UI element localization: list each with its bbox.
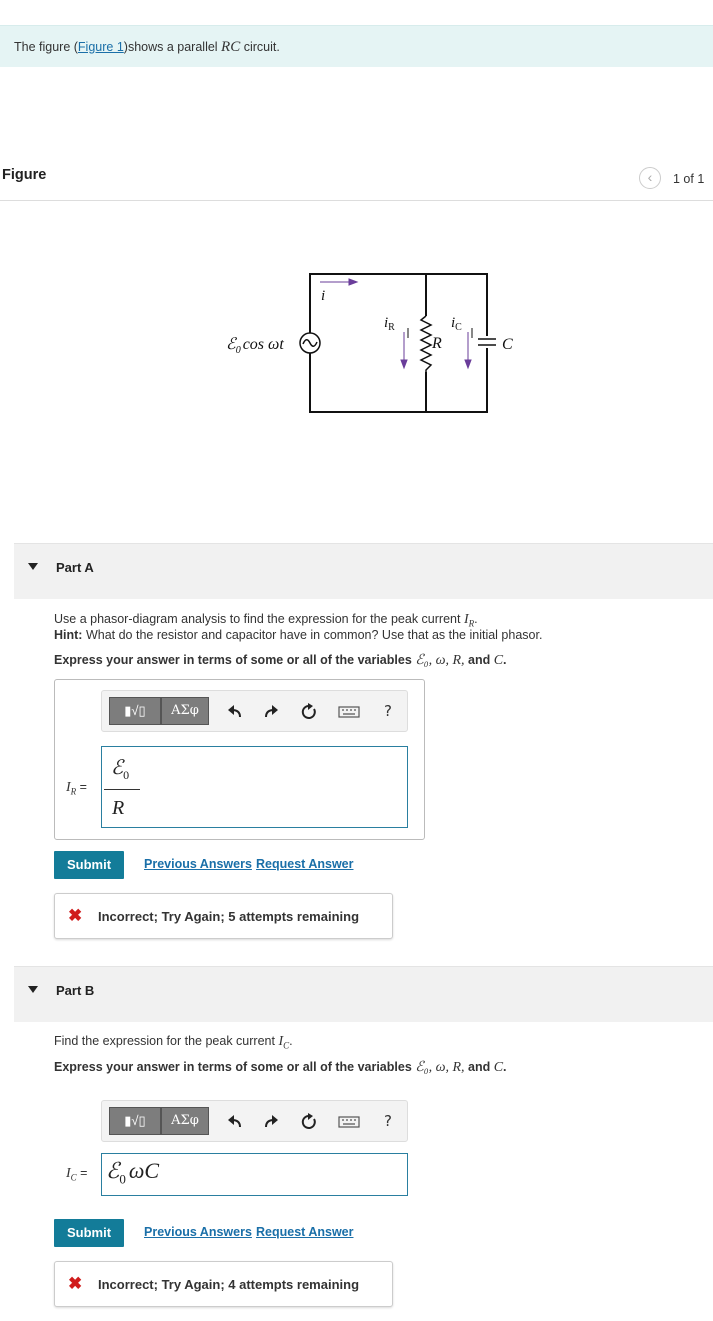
help-button[interactable]: ? xyxy=(384,1112,392,1130)
part-b-submit-button[interactable]: Submit xyxy=(54,1219,124,1247)
capacitor-label: C xyxy=(502,336,513,353)
part-a-hint: Hint: What do the resistor and capacitor have in common? Use that as the initial phasor. xyxy=(54,628,543,642)
figure-link[interactable]: Figure 1 xyxy=(77,40,124,54)
part-b-lhs: $I_C$ = xyxy=(66,1166,88,1183)
prev-figure-button[interactable] xyxy=(639,167,661,189)
ir-arrow-head xyxy=(401,360,407,368)
part-a-title[interactable]: Part A xyxy=(56,560,94,575)
part-a-feedback-text: Incorrect; Try Again; 5 attempts remaining xyxy=(98,909,360,924)
part-b-answer-input[interactable] xyxy=(101,1153,408,1196)
keyboard-icon[interactable] xyxy=(338,1113,360,1131)
part-a-toolbar xyxy=(101,690,408,732)
intro-suffix: )shows a parallel xyxy=(123,40,222,54)
templates-button[interactable]: ▮√▯ xyxy=(109,1107,161,1135)
error-x-icon: ✖ xyxy=(68,906,83,925)
error-x-icon: ✖ xyxy=(68,1274,83,1293)
reset-icon[interactable] xyxy=(300,1113,318,1131)
figure-header xyxy=(0,164,713,201)
part-a-express: Express your answer in terms of some or all of the variables ℰ₀, ω, R, and C. xyxy=(54,653,507,668)
intro-text xyxy=(14,39,280,56)
circuit-outer-wire xyxy=(310,274,487,412)
ic-label: $i_C$ xyxy=(451,315,462,333)
chevron-left-icon: ‹ xyxy=(647,169,653,185)
symbols-button[interactable]: ΑΣφ xyxy=(161,697,209,725)
part-a-submit-button[interactable]: Submit xyxy=(54,851,124,879)
part-a-feedback xyxy=(54,893,393,939)
part-a-question: Use a phasor-diagram analysis to find the expression for the peak current $I_R$. xyxy=(54,612,478,629)
part-a-previous-answers-link[interactable]: Previous Answers xyxy=(144,857,252,871)
undo-icon[interactable] xyxy=(226,1113,244,1131)
part-b-answer: ℰ$_0$ ωC xyxy=(106,1158,160,1187)
intro-math: RC xyxy=(221,39,241,55)
part-b-title[interactable]: Part B xyxy=(56,983,95,998)
part-b-previous-answers-link[interactable]: Previous Answers xyxy=(144,1225,252,1239)
part-b-question: Find the expression for the peak current $I_C$. xyxy=(54,1034,293,1051)
circuit-diagram xyxy=(220,270,513,420)
part-b-feedback-text: Incorrect; Try Again; 4 attempts remaining xyxy=(98,1277,360,1292)
intro-banner xyxy=(0,25,713,67)
templates-button[interactable]: ▮√▯ xyxy=(109,697,161,725)
source-label: ℰ$_0$ cos ωt xyxy=(226,336,284,356)
part-b-request-answer-link[interactable]: Request Answer xyxy=(256,1225,354,1239)
part-b-feedback xyxy=(54,1261,393,1307)
intro-end: circuit. xyxy=(240,40,280,54)
fraction-bar xyxy=(104,789,140,790)
caret-down-icon[interactable] xyxy=(28,563,38,570)
part-a-header[interactable] xyxy=(14,543,713,599)
part-b-toolbar xyxy=(101,1100,408,1142)
keyboard-icon[interactable] xyxy=(338,703,360,721)
reset-icon[interactable] xyxy=(300,703,318,721)
part-a-denominator: R xyxy=(112,797,125,819)
redo-icon[interactable] xyxy=(262,1113,280,1131)
capacitor-gap xyxy=(475,336,499,348)
figure-pager: 1 of 1 xyxy=(673,172,705,186)
help-button[interactable]: ? xyxy=(384,702,392,720)
figure-title: Figure xyxy=(2,167,47,183)
part-b-express: Express your answer in terms of some or all of the variables ℰ₀, ω, R, and C. xyxy=(54,1060,507,1075)
symbols-button[interactable]: ΑΣφ xyxy=(161,1107,209,1135)
ic-arrow-head xyxy=(465,360,471,368)
redo-icon[interactable] xyxy=(262,703,280,721)
intro-prefix: The figure ( xyxy=(14,40,78,54)
part-a-lhs: $I_R$ = xyxy=(66,780,87,797)
part-a-request-answer-link[interactable]: Request Answer xyxy=(256,857,354,871)
part-a-answer-input[interactable] xyxy=(101,746,408,828)
part-a-numerator: ℰ$_0$ xyxy=(111,757,130,782)
resistor-label: R xyxy=(432,335,442,352)
caret-down-icon[interactable] xyxy=(28,986,38,993)
current-label: i xyxy=(321,288,326,304)
current-arrow-head xyxy=(349,279,357,285)
ir-label: $i_R$ xyxy=(384,315,395,333)
part-b-header[interactable] xyxy=(14,966,713,1022)
undo-icon[interactable] xyxy=(226,703,244,721)
